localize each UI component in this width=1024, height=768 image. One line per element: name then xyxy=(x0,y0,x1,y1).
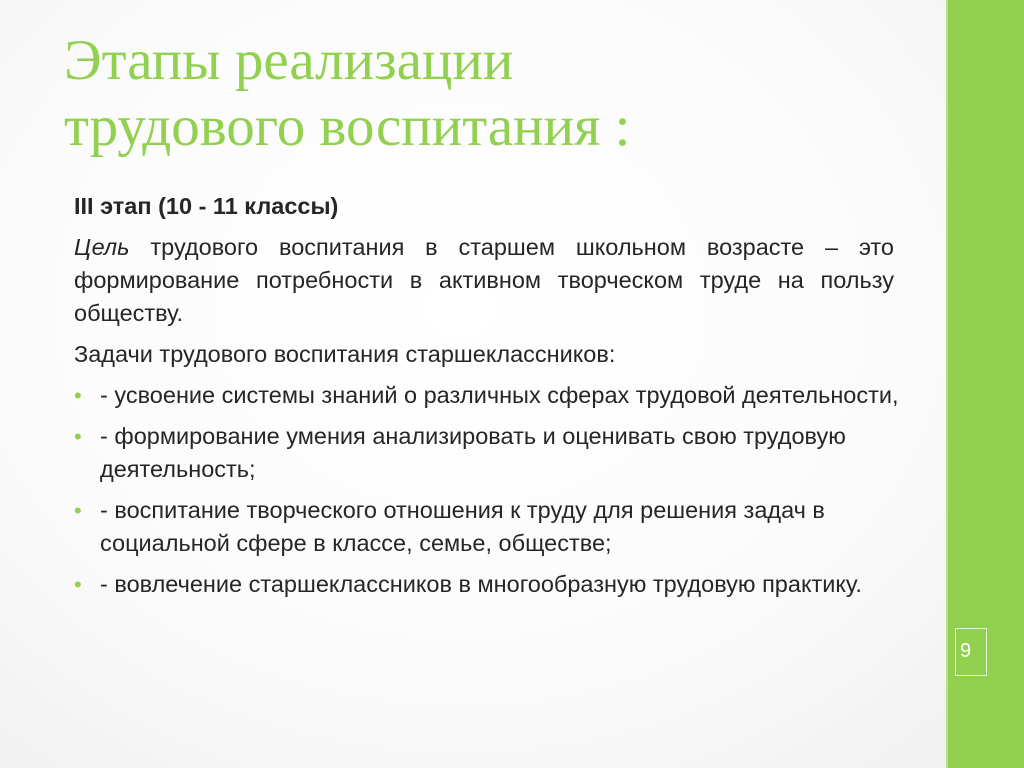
bullet-icon: • xyxy=(74,383,82,408)
tasks-heading: Задачи трудового воспитания старшеклассников: xyxy=(74,341,616,367)
slide-title xyxy=(64,28,924,160)
title-line-1: Этапы реализации xyxy=(64,29,514,92)
list-item xyxy=(74,494,900,560)
bullet-icon: • xyxy=(74,424,82,449)
goal-paragraph xyxy=(74,231,894,330)
stage-heading: III этап (10 - 11 классы) xyxy=(74,193,339,219)
list-item-text: - формирование умения анализировать и оценивать свою трудовую деятельность; xyxy=(100,423,846,482)
list-item xyxy=(74,420,900,486)
title-line-2: трудового воспитания : xyxy=(64,95,631,158)
list-item xyxy=(74,379,900,412)
page-number: 9 xyxy=(955,628,987,676)
list-item-text: - усвоение системы знаний о различных сферах трудовой деятельности, xyxy=(100,382,899,408)
goal-text: трудового воспитания в старшем школьном возрасте – это формирование потребности в активном творческом труде на пользу обществу. xyxy=(74,234,894,326)
goal-emphasis: Цель xyxy=(74,234,130,260)
list-item-text: - воспитание творческого отношения к труду для решения задач в социальной сфере в классе, семье, обществе; xyxy=(100,497,825,556)
bullet-icon: • xyxy=(74,498,82,523)
list-item-text: - вовлечение старшеклассников в многообразную трудовую практику. xyxy=(100,571,862,597)
list-item xyxy=(74,568,900,601)
slide-body xyxy=(74,190,899,609)
tasks-list xyxy=(74,379,899,601)
bullet-icon: • xyxy=(74,572,82,597)
